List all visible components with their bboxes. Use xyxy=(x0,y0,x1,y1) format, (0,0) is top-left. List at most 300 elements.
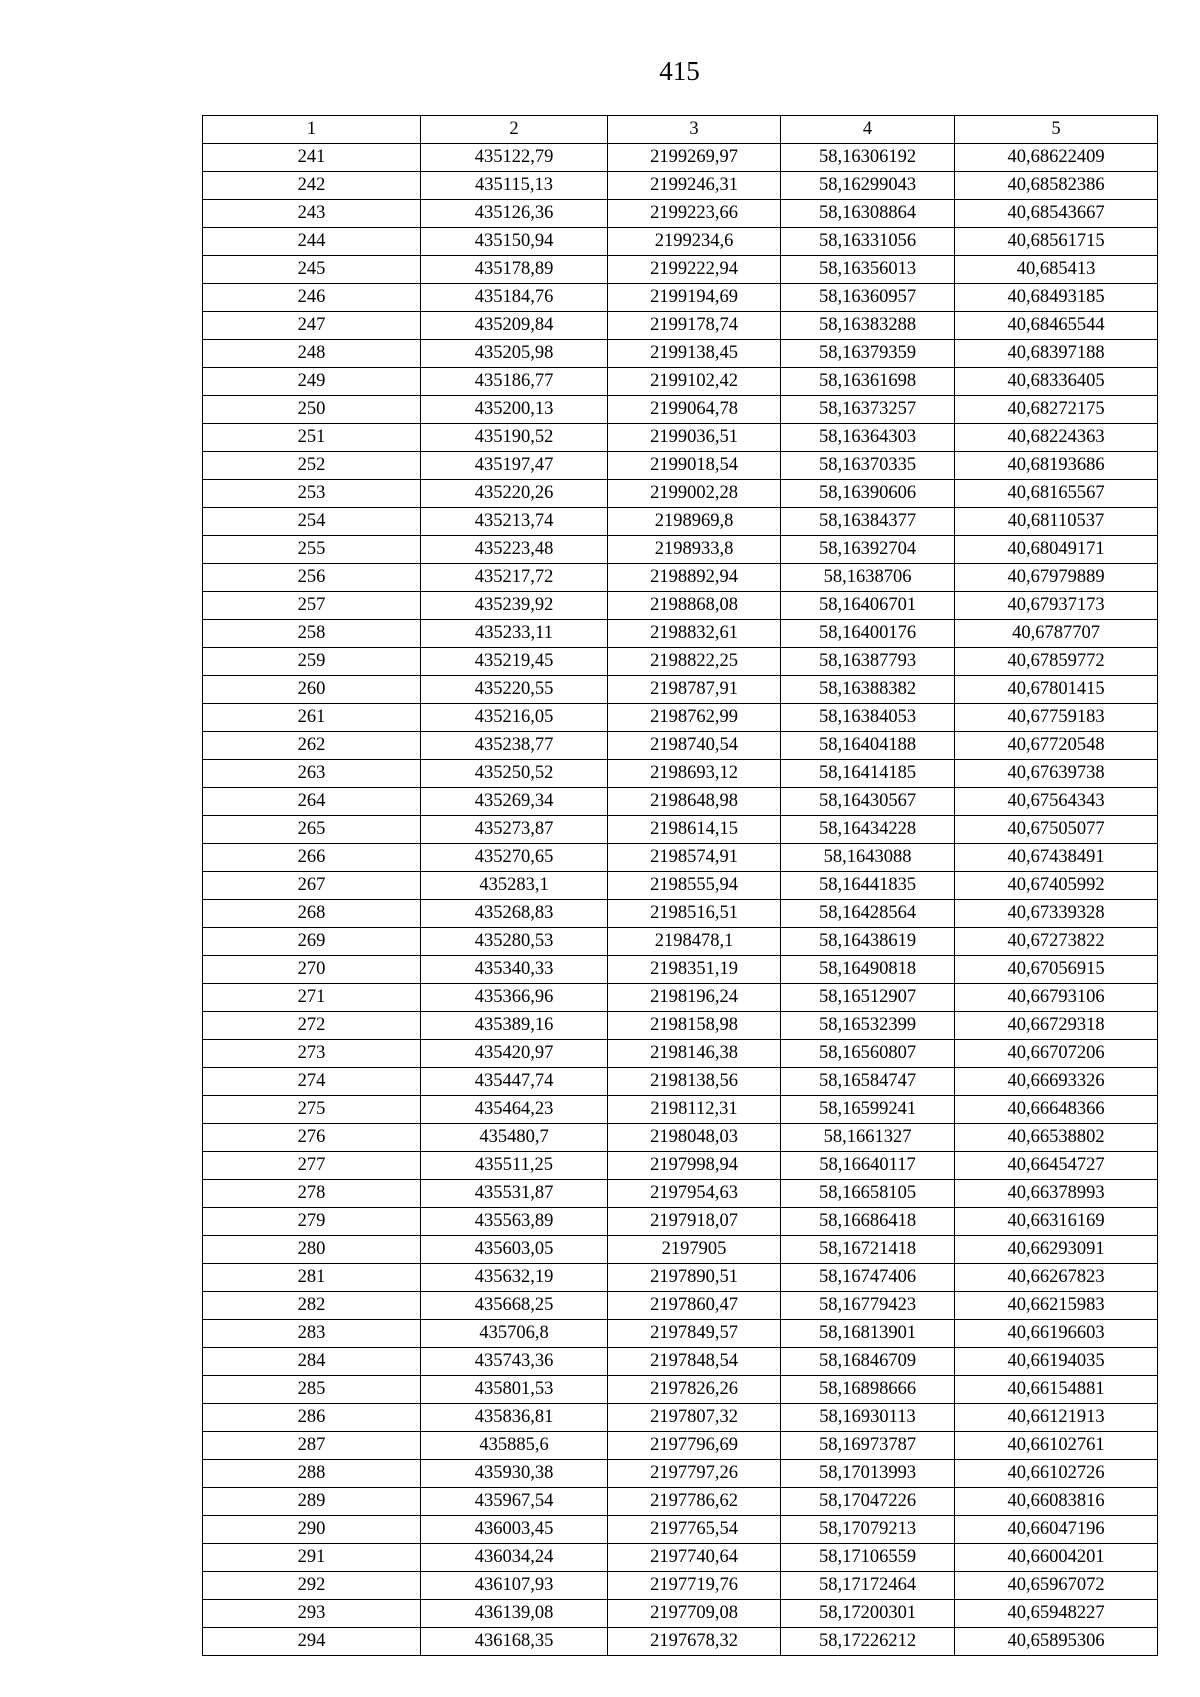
table-cell: 40,66196603 xyxy=(955,1320,1158,1348)
table-cell: 40,66121913 xyxy=(955,1404,1158,1432)
table-cell: 58,16384377 xyxy=(781,508,955,536)
table-row xyxy=(203,732,1158,760)
table-cell: 2197765,54 xyxy=(608,1516,781,1544)
table-cell: 40,66538802 xyxy=(955,1124,1158,1152)
table-cell: 58,16898666 xyxy=(781,1376,955,1404)
table-cell: 260 xyxy=(203,676,421,704)
table-body xyxy=(203,144,1158,1656)
table-cell: 58,16813901 xyxy=(781,1320,955,1348)
table-row xyxy=(203,1012,1158,1040)
table-cell: 435190,52 xyxy=(421,424,608,452)
table-cell: 58,16930113 xyxy=(781,1404,955,1432)
table-cell: 290 xyxy=(203,1516,421,1544)
table-cell: 40,66047196 xyxy=(955,1516,1158,1544)
table-cell: 285 xyxy=(203,1376,421,1404)
table-cell: 2198574,91 xyxy=(608,844,781,872)
table-cell: 2198693,12 xyxy=(608,760,781,788)
table-cell: 2197678,32 xyxy=(608,1628,781,1656)
table-cell: 249 xyxy=(203,368,421,396)
column-header: 4 xyxy=(781,116,955,144)
table-cell: 58,16390606 xyxy=(781,480,955,508)
table-cell: 244 xyxy=(203,228,421,256)
table-cell: 435233,11 xyxy=(421,620,608,648)
table-cell: 2198969,8 xyxy=(608,508,781,536)
table-cell: 263 xyxy=(203,760,421,788)
table-cell: 2197905 xyxy=(608,1236,781,1264)
table-cell: 40,65948227 xyxy=(955,1600,1158,1628)
table-cell: 40,67438491 xyxy=(955,844,1158,872)
table-cell: 435186,77 xyxy=(421,368,608,396)
table-cell: 286 xyxy=(203,1404,421,1432)
table-cell: 40,67056915 xyxy=(955,956,1158,984)
table-row xyxy=(203,1292,1158,1320)
table-cell: 253 xyxy=(203,480,421,508)
table-cell: 435706,8 xyxy=(421,1320,608,1348)
table-row xyxy=(203,1096,1158,1124)
table-cell: 40,67979889 xyxy=(955,564,1158,592)
table-cell: 2197719,76 xyxy=(608,1572,781,1600)
table-row xyxy=(203,704,1158,732)
table-cell: 2199036,51 xyxy=(608,424,781,452)
table-cell: 436034,24 xyxy=(421,1544,608,1572)
table-cell: 58,16846709 xyxy=(781,1348,955,1376)
table-row xyxy=(203,284,1158,312)
table-cell: 293 xyxy=(203,1600,421,1628)
table-cell: 40,68543667 xyxy=(955,200,1158,228)
table-cell: 245 xyxy=(203,256,421,284)
table-cell: 275 xyxy=(203,1096,421,1124)
table-cell: 2197796,69 xyxy=(608,1432,781,1460)
table-row xyxy=(203,1236,1158,1264)
table-cell: 435184,76 xyxy=(421,284,608,312)
table-cell: 252 xyxy=(203,452,421,480)
table-cell: 274 xyxy=(203,1068,421,1096)
table-cell: 269 xyxy=(203,928,421,956)
table-row xyxy=(203,1572,1158,1600)
table-cell: 278 xyxy=(203,1180,421,1208)
table-cell: 58,16428564 xyxy=(781,900,955,928)
table-cell: 435270,65 xyxy=(421,844,608,872)
table-cell: 58,16392704 xyxy=(781,536,955,564)
table-row xyxy=(203,900,1158,928)
table-cell: 40,67505077 xyxy=(955,816,1158,844)
table-row xyxy=(203,1404,1158,1432)
table-cell: 435603,05 xyxy=(421,1236,608,1264)
table-cell: 435632,19 xyxy=(421,1264,608,1292)
table-cell: 58,17013993 xyxy=(781,1460,955,1488)
table-cell: 2199194,69 xyxy=(608,284,781,312)
table-cell: 58,16299043 xyxy=(781,172,955,200)
table-cell: 2199102,42 xyxy=(608,368,781,396)
table-cell: 435217,72 xyxy=(421,564,608,592)
column-header: 2 xyxy=(421,116,608,144)
table-cell: 283 xyxy=(203,1320,421,1348)
table-cell: 58,16721418 xyxy=(781,1236,955,1264)
table-row xyxy=(203,564,1158,592)
table-cell: 58,16560807 xyxy=(781,1040,955,1068)
table-cell: 58,17200301 xyxy=(781,1600,955,1628)
table-row xyxy=(203,1432,1158,1460)
table-cell: 40,67564343 xyxy=(955,788,1158,816)
table-cell: 40,66267823 xyxy=(955,1264,1158,1292)
table-cell: 58,16490818 xyxy=(781,956,955,984)
table-header xyxy=(203,116,1158,144)
table-cell: 435205,98 xyxy=(421,340,608,368)
table-cell: 58,16400176 xyxy=(781,620,955,648)
table-cell: 40,68622409 xyxy=(955,144,1158,172)
table-row xyxy=(203,760,1158,788)
table-cell: 2197709,08 xyxy=(608,1600,781,1628)
table-cell: 2199222,94 xyxy=(608,256,781,284)
table-cell: 58,16584747 xyxy=(781,1068,955,1096)
column-header: 3 xyxy=(608,116,781,144)
table-cell: 435447,74 xyxy=(421,1068,608,1096)
table-cell: 435126,36 xyxy=(421,200,608,228)
table-row xyxy=(203,1376,1158,1404)
table-cell: 282 xyxy=(203,1292,421,1320)
table-cell: 2198196,24 xyxy=(608,984,781,1012)
table-cell: 2197797,26 xyxy=(608,1460,781,1488)
table-cell: 58,16306192 xyxy=(781,144,955,172)
table-cell: 40,67859772 xyxy=(955,648,1158,676)
table-cell: 40,68465544 xyxy=(955,312,1158,340)
table-cell: 40,67937173 xyxy=(955,592,1158,620)
table-cell: 271 xyxy=(203,984,421,1012)
table-cell: 40,66648366 xyxy=(955,1096,1158,1124)
table-cell: 288 xyxy=(203,1460,421,1488)
table-cell: 40,685413 xyxy=(955,256,1158,284)
table-cell: 435219,45 xyxy=(421,648,608,676)
table-cell: 435213,74 xyxy=(421,508,608,536)
table-cell: 435216,05 xyxy=(421,704,608,732)
table-cell: 58,17226212 xyxy=(781,1628,955,1656)
table-cell: 2198868,08 xyxy=(608,592,781,620)
table-cell: 435340,33 xyxy=(421,956,608,984)
table-cell: 2198762,99 xyxy=(608,704,781,732)
table-row xyxy=(203,984,1158,1012)
table-row xyxy=(203,536,1158,564)
table-cell: 435836,81 xyxy=(421,1404,608,1432)
table-row xyxy=(203,956,1158,984)
table-cell: 2198787,91 xyxy=(608,676,781,704)
table-cell: 40,68193686 xyxy=(955,452,1158,480)
table-row xyxy=(203,312,1158,340)
table-row xyxy=(203,1628,1158,1656)
table-cell: 40,65967072 xyxy=(955,1572,1158,1600)
table-cell: 2197918,07 xyxy=(608,1208,781,1236)
table-cell: 40,66729318 xyxy=(955,1012,1158,1040)
table-cell: 247 xyxy=(203,312,421,340)
table-cell: 2197848,54 xyxy=(608,1348,781,1376)
table-cell: 243 xyxy=(203,200,421,228)
table-cell: 273 xyxy=(203,1040,421,1068)
table-row xyxy=(203,228,1158,256)
header-row xyxy=(203,116,1158,144)
table-cell: 58,16404188 xyxy=(781,732,955,760)
table-cell: 242 xyxy=(203,172,421,200)
table-cell: 40,68110537 xyxy=(955,508,1158,536)
table-row xyxy=(203,1544,1158,1572)
table-cell: 435273,87 xyxy=(421,816,608,844)
table-cell: 40,67405992 xyxy=(955,872,1158,900)
table-cell: 58,16686418 xyxy=(781,1208,955,1236)
table-cell: 2199246,31 xyxy=(608,172,781,200)
table-cell: 435200,13 xyxy=(421,396,608,424)
table-cell: 246 xyxy=(203,284,421,312)
table-cell: 58,16383288 xyxy=(781,312,955,340)
table-cell: 40,67720548 xyxy=(955,732,1158,760)
table-row xyxy=(203,200,1158,228)
table-cell: 2197849,57 xyxy=(608,1320,781,1348)
table-cell: 287 xyxy=(203,1432,421,1460)
table-cell: 2198138,56 xyxy=(608,1068,781,1096)
table-cell: 58,16532399 xyxy=(781,1012,955,1040)
table-cell: 40,66004201 xyxy=(955,1544,1158,1572)
table-cell: 58,16640117 xyxy=(781,1152,955,1180)
table-row xyxy=(203,1208,1158,1236)
table-cell: 259 xyxy=(203,648,421,676)
table-cell: 261 xyxy=(203,704,421,732)
table-cell: 40,66083816 xyxy=(955,1488,1158,1516)
table-cell: 2198112,31 xyxy=(608,1096,781,1124)
table-cell: 58,16361698 xyxy=(781,368,955,396)
table-cell: 435238,77 xyxy=(421,732,608,760)
table-cell: 40,68272175 xyxy=(955,396,1158,424)
table-cell: 58,16438619 xyxy=(781,928,955,956)
table-cell: 435464,23 xyxy=(421,1096,608,1124)
table-row xyxy=(203,1152,1158,1180)
table-cell: 58,16434228 xyxy=(781,816,955,844)
table-cell: 40,67639738 xyxy=(955,760,1158,788)
table-cell: 256 xyxy=(203,564,421,592)
table-cell: 255 xyxy=(203,536,421,564)
table-row xyxy=(203,1488,1158,1516)
table-cell: 435743,36 xyxy=(421,1348,608,1376)
table-cell: 40,68493185 xyxy=(955,284,1158,312)
table-cell: 2197826,26 xyxy=(608,1376,781,1404)
table-cell: 58,1661327 xyxy=(781,1124,955,1152)
table-cell: 58,16388382 xyxy=(781,676,955,704)
table-cell: 2198516,51 xyxy=(608,900,781,928)
table-cell: 2198822,25 xyxy=(608,648,781,676)
table-cell: 58,16331056 xyxy=(781,228,955,256)
table-cell: 40,68165567 xyxy=(955,480,1158,508)
table-cell: 2197740,64 xyxy=(608,1544,781,1572)
table-cell: 2198048,03 xyxy=(608,1124,781,1152)
table-cell: 248 xyxy=(203,340,421,368)
table-cell: 2198146,38 xyxy=(608,1040,781,1068)
table-row xyxy=(203,620,1158,648)
table-cell: 58,16308864 xyxy=(781,200,955,228)
table-cell: 435389,16 xyxy=(421,1012,608,1040)
table-cell: 436003,45 xyxy=(421,1516,608,1544)
table-cell: 294 xyxy=(203,1628,421,1656)
table-row xyxy=(203,1264,1158,1292)
table-cell: 2199234,6 xyxy=(608,228,781,256)
table-cell: 2198892,94 xyxy=(608,564,781,592)
table-cell: 2198614,15 xyxy=(608,816,781,844)
table-cell: 40,68224363 xyxy=(955,424,1158,452)
table-cell: 58,17079213 xyxy=(781,1516,955,1544)
table-cell: 241 xyxy=(203,144,421,172)
table-cell: 280 xyxy=(203,1236,421,1264)
table-cell: 436107,93 xyxy=(421,1572,608,1600)
table-cell: 2199178,74 xyxy=(608,312,781,340)
table-cell: 2198555,94 xyxy=(608,872,781,900)
table-cell: 2198351,19 xyxy=(608,956,781,984)
table-cell: 2199269,97 xyxy=(608,144,781,172)
table-row xyxy=(203,676,1158,704)
table-row xyxy=(203,1600,1158,1628)
table-cell: 257 xyxy=(203,592,421,620)
table-cell: 267 xyxy=(203,872,421,900)
table-row xyxy=(203,1348,1158,1376)
table-cell: 58,16364303 xyxy=(781,424,955,452)
table-cell: 40,67801415 xyxy=(955,676,1158,704)
table-row xyxy=(203,928,1158,956)
coordinates-table xyxy=(202,115,1158,1656)
table-cell: 40,66316169 xyxy=(955,1208,1158,1236)
table-cell: 40,67273822 xyxy=(955,928,1158,956)
table-cell: 258 xyxy=(203,620,421,648)
table-cell: 276 xyxy=(203,1124,421,1152)
table-cell: 40,68397188 xyxy=(955,340,1158,368)
table-cell: 292 xyxy=(203,1572,421,1600)
table-cell: 266 xyxy=(203,844,421,872)
table-cell: 40,6787707 xyxy=(955,620,1158,648)
table-row xyxy=(203,508,1158,536)
table-cell: 435269,34 xyxy=(421,788,608,816)
table-cell: 289 xyxy=(203,1488,421,1516)
table-row xyxy=(203,368,1158,396)
table-cell: 2199002,28 xyxy=(608,480,781,508)
table-cell: 40,68561715 xyxy=(955,228,1158,256)
table-cell: 40,66793106 xyxy=(955,984,1158,1012)
table-cell: 281 xyxy=(203,1264,421,1292)
table-cell: 2198478,1 xyxy=(608,928,781,956)
table-cell: 58,16356013 xyxy=(781,256,955,284)
table-cell: 277 xyxy=(203,1152,421,1180)
table-cell: 435930,38 xyxy=(421,1460,608,1488)
table-cell: 435801,53 xyxy=(421,1376,608,1404)
table-cell: 435420,97 xyxy=(421,1040,608,1068)
table-cell: 58,16373257 xyxy=(781,396,955,424)
table-cell: 58,16370335 xyxy=(781,452,955,480)
table-row xyxy=(203,452,1158,480)
table-cell: 58,16414185 xyxy=(781,760,955,788)
table-cell: 284 xyxy=(203,1348,421,1376)
table-cell: 40,66693326 xyxy=(955,1068,1158,1096)
table-row xyxy=(203,872,1158,900)
table-cell: 272 xyxy=(203,1012,421,1040)
table-row xyxy=(203,340,1158,368)
table-cell: 40,68049171 xyxy=(955,536,1158,564)
table-cell: 58,1638706 xyxy=(781,564,955,592)
table-row xyxy=(203,172,1158,200)
table-cell: 58,16387793 xyxy=(781,648,955,676)
table-cell: 58,16973787 xyxy=(781,1432,955,1460)
table-cell: 270 xyxy=(203,956,421,984)
table-cell: 40,68336405 xyxy=(955,368,1158,396)
table-cell: 2197786,62 xyxy=(608,1488,781,1516)
table-cell: 435280,53 xyxy=(421,928,608,956)
table-cell: 291 xyxy=(203,1544,421,1572)
table-cell: 435150,94 xyxy=(421,228,608,256)
table-cell: 250 xyxy=(203,396,421,424)
table-cell: 58,16406701 xyxy=(781,592,955,620)
page-number: 415 xyxy=(659,56,700,86)
table-cell: 435885,6 xyxy=(421,1432,608,1460)
table-cell: 435209,84 xyxy=(421,312,608,340)
table-cell: 40,66454727 xyxy=(955,1152,1158,1180)
table-cell: 40,66102761 xyxy=(955,1432,1158,1460)
table-row xyxy=(203,1516,1158,1544)
table-row xyxy=(203,1068,1158,1096)
table-cell: 58,16379359 xyxy=(781,340,955,368)
table-cell: 435197,47 xyxy=(421,452,608,480)
table-cell: 435122,79 xyxy=(421,144,608,172)
table-cell: 279 xyxy=(203,1208,421,1236)
table-cell: 435283,1 xyxy=(421,872,608,900)
table-row xyxy=(203,1320,1158,1348)
table-cell: 40,67759183 xyxy=(955,704,1158,732)
table-cell: 2197954,63 xyxy=(608,1180,781,1208)
table-cell: 40,68582386 xyxy=(955,172,1158,200)
table-cell: 435967,54 xyxy=(421,1488,608,1516)
table-cell: 435220,26 xyxy=(421,480,608,508)
table-row xyxy=(203,648,1158,676)
table-cell: 435268,83 xyxy=(421,900,608,928)
table-row xyxy=(203,480,1158,508)
column-header: 5 xyxy=(955,116,1158,144)
table-cell: 2198832,61 xyxy=(608,620,781,648)
table-cell: 58,16441835 xyxy=(781,872,955,900)
table-cell: 2197860,47 xyxy=(608,1292,781,1320)
table-cell: 40,67339328 xyxy=(955,900,1158,928)
table-cell: 58,16747406 xyxy=(781,1264,955,1292)
column-header: 1 xyxy=(203,116,421,144)
table-cell: 2199064,78 xyxy=(608,396,781,424)
table-row xyxy=(203,424,1158,452)
table-cell: 58,17047226 xyxy=(781,1488,955,1516)
table-cell: 40,66194035 xyxy=(955,1348,1158,1376)
table-cell: 254 xyxy=(203,508,421,536)
table-cell: 435223,48 xyxy=(421,536,608,564)
table-row xyxy=(203,1040,1158,1068)
table-cell: 2199138,45 xyxy=(608,340,781,368)
table-cell: 40,66293091 xyxy=(955,1236,1158,1264)
table-cell: 435480,7 xyxy=(421,1124,608,1152)
table-cell: 2197998,94 xyxy=(608,1152,781,1180)
table-cell: 251 xyxy=(203,424,421,452)
table-cell: 435250,52 xyxy=(421,760,608,788)
table-cell: 435668,25 xyxy=(421,1292,608,1320)
table-row xyxy=(203,592,1158,620)
table-cell: 268 xyxy=(203,900,421,928)
table-cell: 2199223,66 xyxy=(608,200,781,228)
table-cell: 264 xyxy=(203,788,421,816)
table-row xyxy=(203,844,1158,872)
table-cell: 58,16599241 xyxy=(781,1096,955,1124)
table-cell: 40,66154881 xyxy=(955,1376,1158,1404)
table-row xyxy=(203,1124,1158,1152)
table-cell: 58,1643088 xyxy=(781,844,955,872)
table-cell: 2198158,98 xyxy=(608,1012,781,1040)
table-cell: 435239,92 xyxy=(421,592,608,620)
table-cell: 435115,13 xyxy=(421,172,608,200)
table-cell: 58,16430567 xyxy=(781,788,955,816)
table-cell: 265 xyxy=(203,816,421,844)
